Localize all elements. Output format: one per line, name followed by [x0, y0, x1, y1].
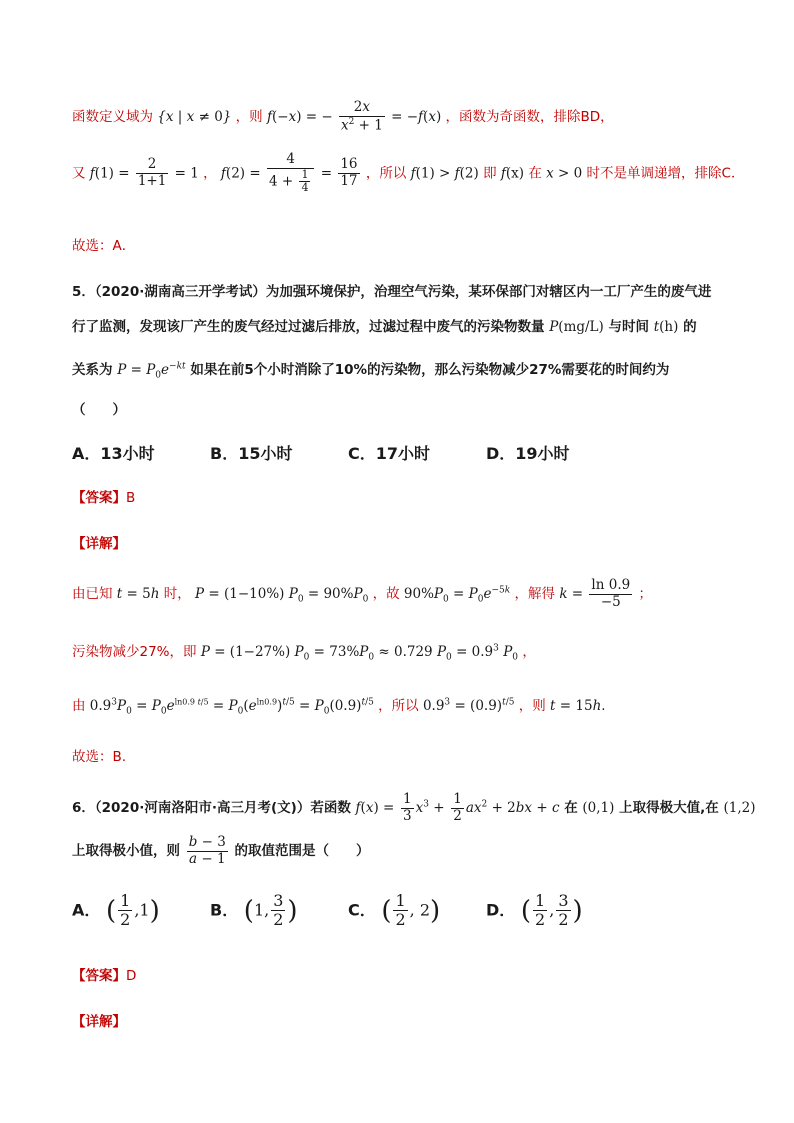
q6-detail-label: 【详解】	[72, 1014, 126, 1030]
q4-solution-line-2: 又 f(1) = $\frac{2}{1+1}$ = 1 ， f(2) = 4 4 + $\frac{1}{4}$ = $\frac{16}{17}$ ，所以 f(1) > f(2) 即 f(x) 在 x > 0 时不是单调递增，排除C．	[72, 151, 745, 195]
q5-solution-line-1: 由已知 t = 5h 时， P = (1−10%) $P_0 = 90\%P_0$ ，故 $90\%P_0 = P_0e^{-5k}$ ，解得 k = $\frac{\ln 0.9}{-5}$ ；	[72, 577, 652, 610]
q4-solution-line-1: 函数定义域为 {x | x ≠ 0} ，则 f(−x) = − $\frac{2x}{x^2 + 1}$ = −f(x) ，函数为奇函数，排除BD，	[72, 99, 614, 134]
q6-option-d: D． ( $\frac{1}{2}$ , $\frac{3}{2}$ )	[486, 891, 583, 930]
fraction-ln09-over-neg5: $\frac{\ln 0.9}{-5}$	[591, 577, 631, 610]
q6-stem-line-1: 6．（2020·河南洛阳市·高三月考(文)）若函数 f(x) = $\frac{1}{3}$ $x^3$ + $\frac{1}{2}$ $ax^2 + 2bx + c$ 在 (0,1) 上取得极大值,在 (1,2)	[72, 791, 756, 824]
domain-set: {x | x ≠ 0}	[157, 108, 232, 125]
fraction-16-over-17: $\frac{16}{17}$	[340, 156, 358, 189]
q5-solution-line-2: 污染物减少27%，即 P = (1−27%) $P_0 = 73\%P_0 \approx 0.729$ $P_0 = 0.9^3$ $P_0$ ，	[72, 643, 536, 663]
q5-option-a: A．13小时	[72, 444, 155, 463]
q6-option-c: C． ( $\frac{1}{2}$ , 2)	[348, 891, 441, 930]
q5-solution-line-3: 由 $0.9^3P_0 = P_0e^{ln0.9 t/5} = P_0(e^{ln0.9})^{t/5} = P_0(0.9)^{t/5}$ ，所以 $0.9^3 = (0.9)^{t/5}$ ，则 t = 15h.	[72, 697, 606, 717]
q5-blank: （ ）	[72, 402, 126, 418]
q5-option-d: D．19小时	[486, 444, 570, 463]
q6-answer: 【答案】D	[72, 968, 137, 984]
fraction-2x-over-x2plus1: $\frac{2x}{x^2 + 1}$	[340, 99, 383, 134]
q6-option-a: A． ( $\frac{1}{2}$ ,1)	[72, 891, 160, 930]
fraction-2-over-1plus1: $\frac{2}{1+1}$	[137, 156, 167, 189]
q5-stem-line-1: 5．（2020·湖南高三开学考试）为加强环境保护，治理空气污染，某环保部门对辖区内一工厂产生的废气进	[72, 284, 712, 300]
fraction-4-over-4plus-quarter: 4 4 + $\frac{1}{4}$	[267, 152, 314, 195]
q5-option-b: B．15小时	[210, 444, 293, 463]
q5-option-c: C．17小时	[348, 444, 431, 463]
q6-stem-line-2: 上取得极小值，则 $\frac{b - 3}{a - 1}$ 的取值范围是（ ）	[72, 834, 370, 867]
q5-detail-label: 【详解】	[72, 536, 126, 552]
q4-conclusion: 故选：A．	[72, 238, 136, 254]
q5-answer: 【答案】B	[72, 490, 136, 506]
q5-stem-line-3: 关系为 $P = P_0e^{-kt}$ 如果在前5个小时消除了10%的污染物，那么污染物减少27%需要花的时间约为	[72, 361, 670, 381]
q6-option-b: B． (1, $\frac{3}{2}$ )	[210, 891, 298, 930]
q5-conclusion: 故选：B.	[72, 749, 127, 765]
q5-stem-line-2: 行了监测，发现该厂产生的废气经过过滤后排放，过滤过程中废气的污染物数量 P(mg/L) 与时间 t(h) 的	[72, 319, 697, 335]
f-neg-x-expr: f	[266, 108, 272, 125]
